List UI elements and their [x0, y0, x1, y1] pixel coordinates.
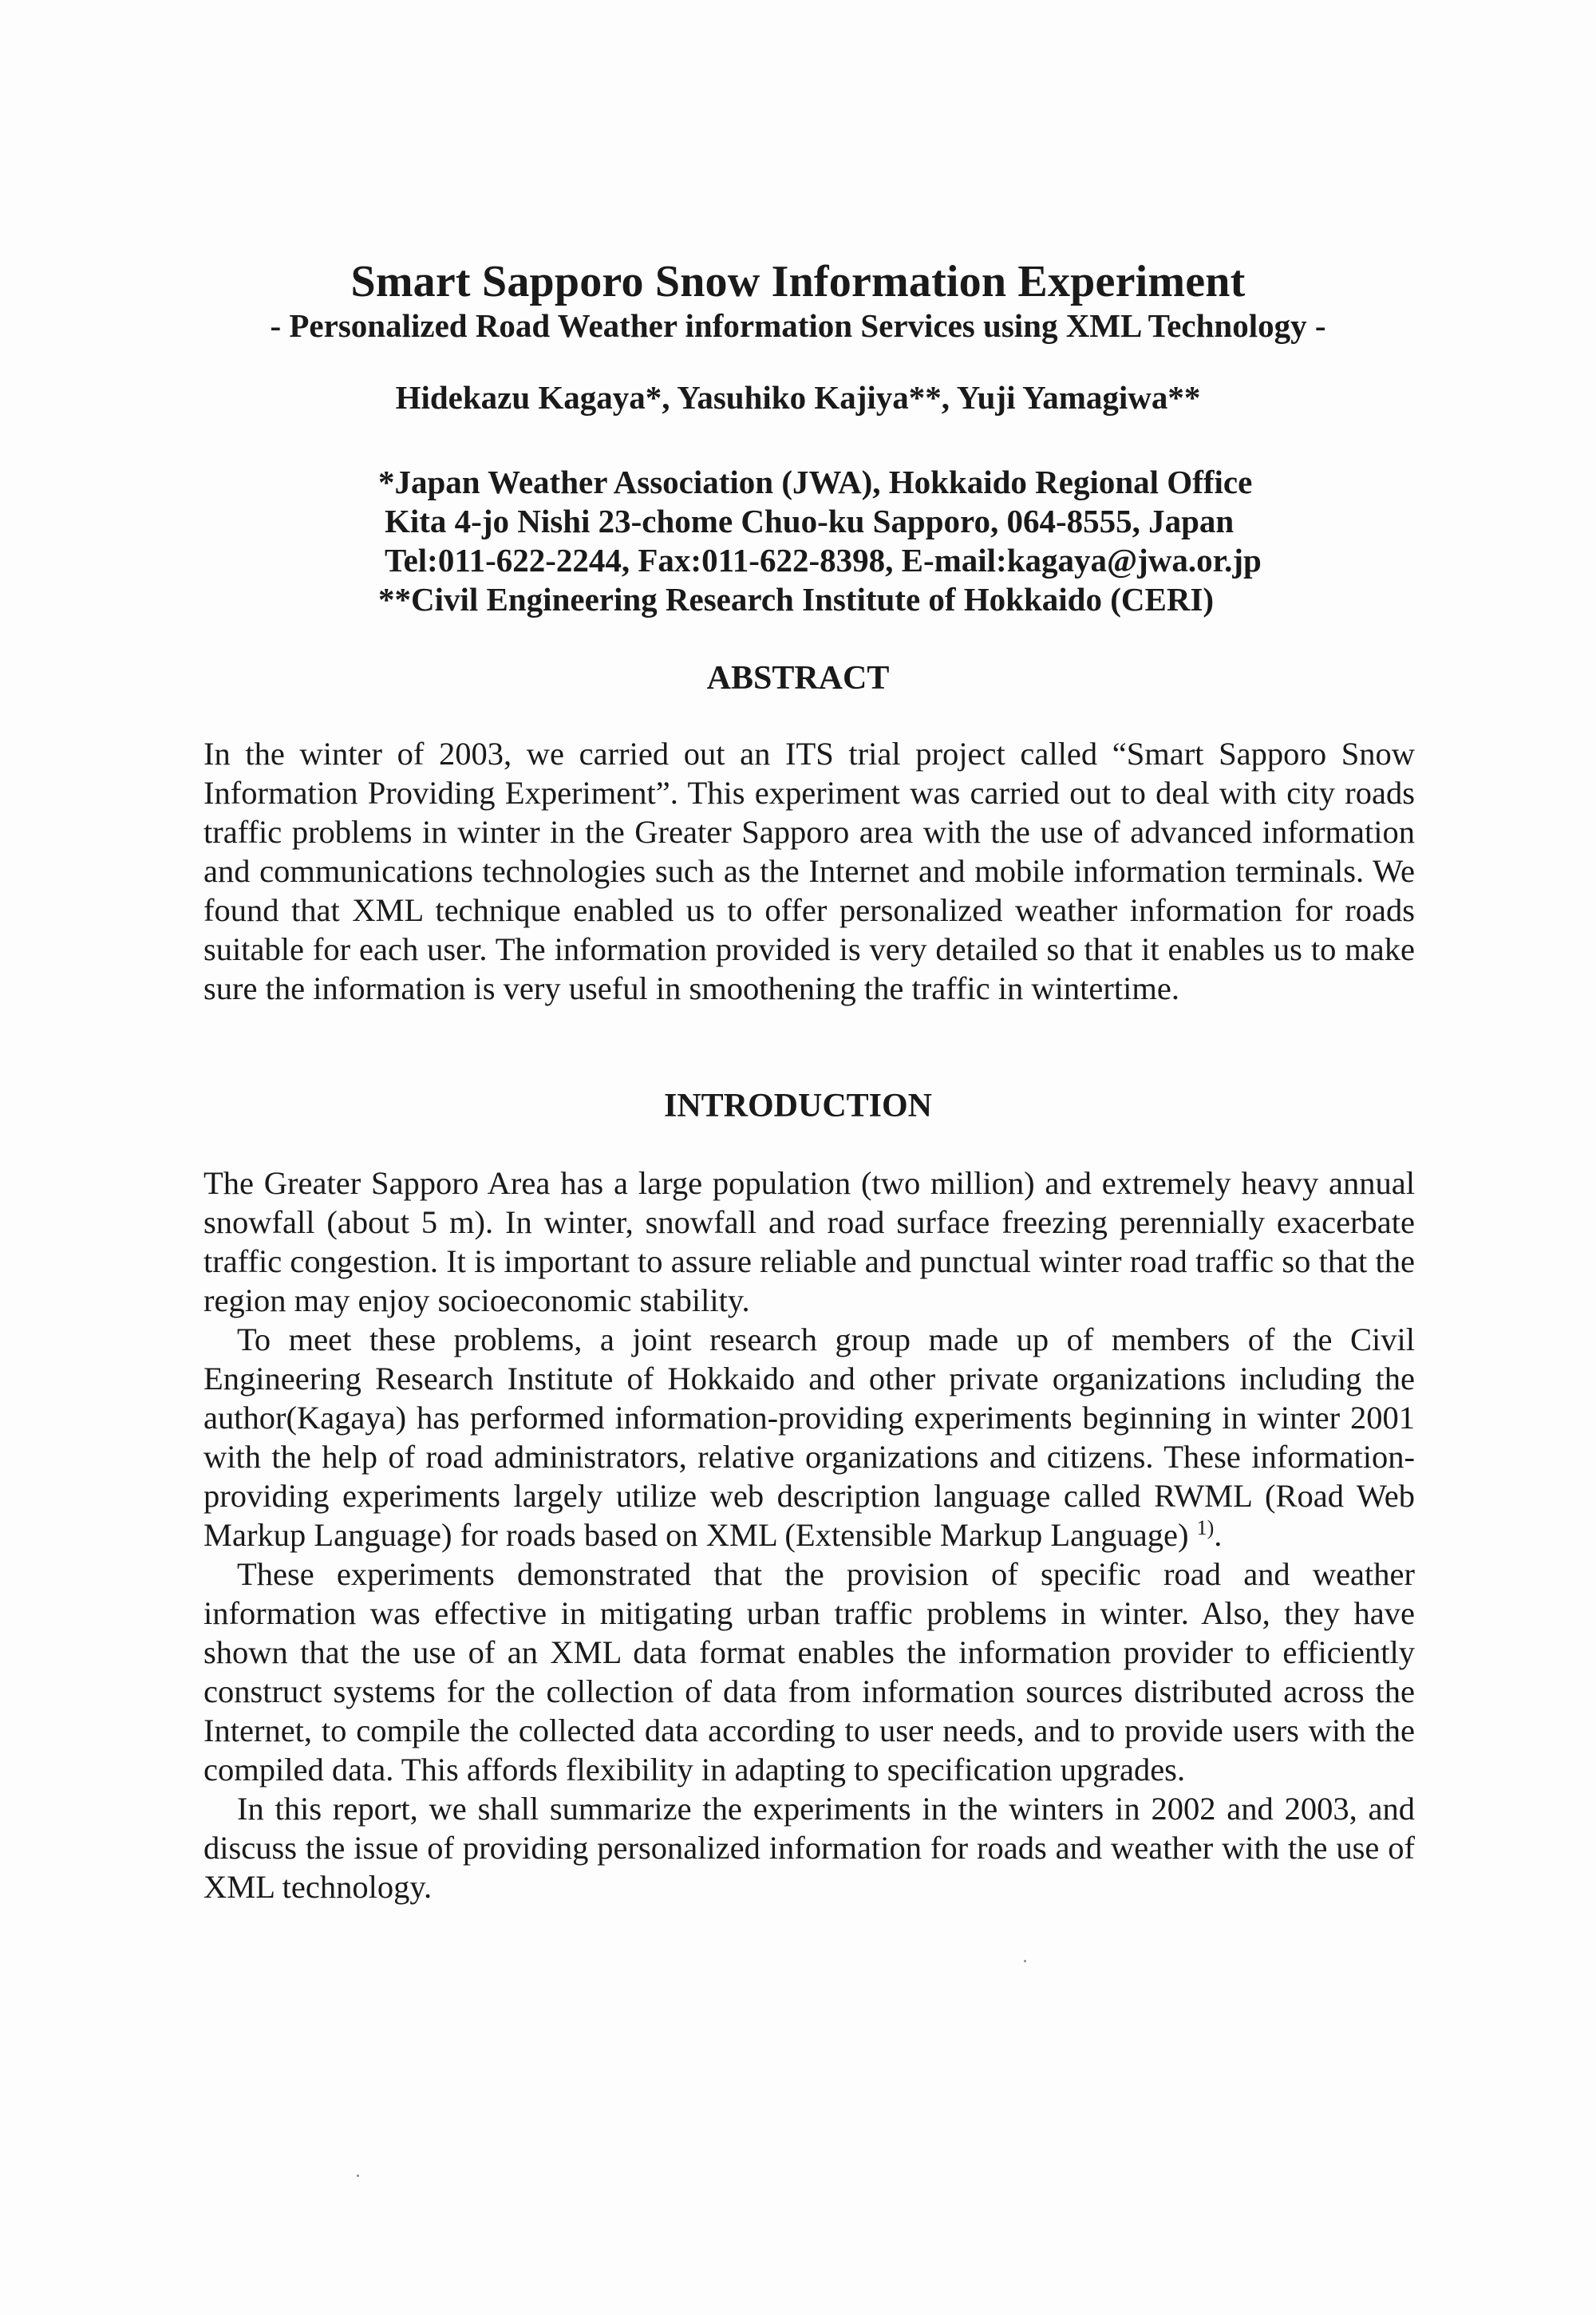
- introduction-heading: INTRODUCTION: [663, 1088, 933, 1124]
- affiliation-jwa: *Japan Weather Association (JWA), Hokkaido Regional Office: [378, 464, 1253, 500]
- author-list: Hidekazu Kagaya*, Yasuhiko Kajiya**, Yuji Yamagiwa**: [395, 379, 1201, 416]
- intro-paragraph-1: The Greater Sapporo Area has a large population (two million) and extremely heavy annual snowfall (about 5 m). In winter, snowfall and road surface freezing perennially exacerbate traffic congestion. It is important to assure reliable and punctual winter road traffic so that the region may enjoy socioeconomic stability.: [203, 1165, 1415, 1318]
- introduction-body: [203, 1163, 1415, 1906]
- paper-subtitle: - Personalized Road Weather information Services using XML Technology -: [270, 307, 1326, 344]
- intro-paragraph-2: [203, 1320, 1415, 1555]
- paper-title: Smart Sapporo Snow Information Experiment: [350, 257, 1246, 306]
- intro-paragraph-2-end: .: [1214, 1517, 1223, 1553]
- reference-marker: 1): [1196, 1516, 1215, 1539]
- abstract-paragraph: In the winter of 2003, we carried out an ITS trial project called “Smart Sapporo Snow Information Providing Experiment”. This experiment was carried out to deal with city roads traffic problems in winter in the Greater Sapporo area with the use of advanced information and communications technologies such as the Internet and mobile information terminals. We found that XML technique enabled us to offer personalized weather information for roads suitable for each user. The information provided is very detailed so that it enables us to make sure the information is very useful in smoothening the traffic in wintertime.: [203, 736, 1415, 1006]
- intro-paragraph-4: In this report, we shall summarize the experiments in the winters in 2002 and 2003, and discuss the issue of providing personalized information for roads and weather with the use of XML technology.: [203, 1791, 1415, 1905]
- scan-speck: [357, 2175, 359, 2177]
- affiliation-contact: Tel:011-622-2244, Fax:011-622-8398, E-mail:kagaya@jwa.or.jp: [385, 542, 1262, 579]
- abstract-body: [203, 734, 1415, 1008]
- intro-paragraph-2-text: To meet these problems, a joint research group made up of members of the Civil Engineering Research Institute of Hokkaido and other private organizations including the author(Kagaya) has performed information-providing experiments beginning in winter 2001 with the help of road administrators, relative organizations and citizens. These information-providing experiments largely utilize web description language called RWML (Road Web Markup Language) for roads based on XML (Extensible Markup Language): [203, 1321, 1415, 1553]
- affiliations: [379, 463, 1262, 619]
- affiliation-ceri: **Civil Engineering Research Institute of Hokkaido (CERI): [378, 581, 1215, 618]
- intro-paragraph-3: These experiments demonstrated that the provision of specific road and weather information was effective in mitigating urban traffic problems in winter. Also, they have shown that the use of an XML data format enables the information provider to efficiently construct systems for the collection of data from information sources distributed across the Internet, to compile the collected data according to user needs, and to provide users with the compiled data. This affords flexibility in adapting to specification upgrades.: [203, 1556, 1415, 1788]
- abstract-heading: ABSTRACT: [706, 660, 890, 697]
- scan-speck: [1024, 1960, 1026, 1962]
- affiliation-address: Kita 4-jo Nishi 23-chome Chuo-ku Sapporo, 064-8555, Japan: [385, 503, 1235, 539]
